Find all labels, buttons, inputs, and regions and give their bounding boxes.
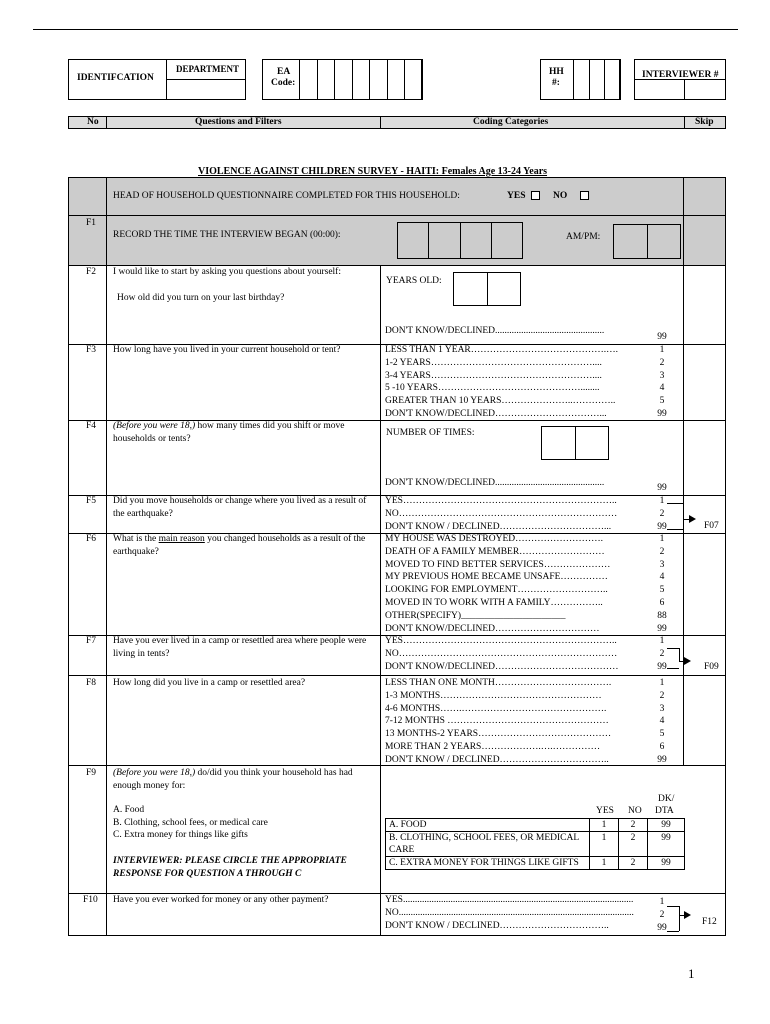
f8-code[interactable]: 99 bbox=[657, 754, 667, 765]
f3-option: GREATER THAN 10 YEARS…………………..………….. bbox=[385, 396, 616, 407]
f9-col-dta: DTA bbox=[655, 806, 674, 816]
f9-row-dk[interactable]: 99 bbox=[648, 832, 685, 857]
f2-years-cells[interactable] bbox=[453, 272, 521, 306]
f5-code[interactable]: 99 bbox=[657, 521, 667, 532]
f1-ampm-cells[interactable] bbox=[613, 224, 681, 259]
f10-option: DON'T KNOW / DECLINED…………………………….. bbox=[385, 920, 609, 931]
f9-row-dk[interactable]: 99 bbox=[648, 857, 685, 870]
f6-option: OTHER(SPECIFY)______________________ bbox=[385, 610, 566, 621]
f10-skip-arrow-top bbox=[667, 906, 679, 907]
f9-item: B. Clothing, school fees, or medical care bbox=[113, 818, 268, 828]
f6-question-post: you changed households as a result of the earthquake? bbox=[113, 534, 366, 557]
f5-question: Did you move households or change where you lived as a result of the earthquake? bbox=[113, 496, 367, 519]
f8-option: MORE THAN 2 YEARS……………….….…………… bbox=[385, 742, 601, 752]
f3-option: 1-2 YEARS…………………………………………….... bbox=[385, 357, 602, 368]
f8-code[interactable]: 3 bbox=[659, 703, 665, 714]
f8-code[interactable]: 2 bbox=[659, 690, 665, 701]
f10-option: NO................................................................................................... bbox=[385, 907, 634, 918]
f6-option: MOVED TO FIND BETTER SERVICES………………… bbox=[385, 559, 611, 570]
f4-dk-option: DON'T KNOW/DECLINED.............................................. bbox=[385, 478, 605, 488]
f10-skip-target[interactable]: F12 bbox=[702, 917, 717, 927]
identification-box bbox=[68, 59, 167, 100]
col-questions: Questions and Filters bbox=[195, 117, 282, 127]
f6-code[interactable]: 88 bbox=[657, 610, 667, 621]
f5-skip-target[interactable]: F07 bbox=[704, 521, 719, 531]
questionnaire-table bbox=[68, 177, 726, 936]
f6-option: MY HOUSE WAS DESTROYED………………………. bbox=[385, 534, 603, 544]
f5-skip-arrow-bottom bbox=[667, 529, 683, 530]
top-rule bbox=[33, 29, 738, 30]
f2-years-label: YEARS OLD: bbox=[386, 276, 442, 286]
f4-dk-code[interactable]: 99 bbox=[657, 483, 667, 493]
f3-code[interactable]: 4 bbox=[659, 383, 665, 394]
f1-ampm-label: AM/PM: bbox=[566, 232, 601, 242]
f6-option: DON'T KNOW/DECLINED…………………………… bbox=[385, 623, 600, 634]
col-no: No bbox=[87, 117, 99, 127]
f7-skip-arrow-vertical bbox=[679, 648, 680, 661]
f6-question bbox=[113, 533, 379, 558]
f6-code[interactable]: 5 bbox=[659, 585, 665, 596]
f5-option: NO…………………………………………………………… bbox=[385, 508, 618, 519]
f7-skip-target[interactable]: F09 bbox=[704, 662, 719, 672]
f10-option: YES................................................................................................. bbox=[385, 895, 634, 905]
code-label: Code: bbox=[271, 78, 296, 88]
f3-option: 5 -10 YEARS………………………………………........ bbox=[385, 383, 600, 394]
f9-row-dk[interactable]: 99 bbox=[648, 819, 685, 832]
f7-question: Have you ever lived in a camp or resettled area where people were living in tents? bbox=[113, 636, 367, 659]
f7-code[interactable]: 99 bbox=[657, 661, 667, 672]
f10-skip-arrow-bottom bbox=[667, 931, 679, 932]
f1-question: RECORD THE TIME THE INTERVIEW BEGAN (00:00): bbox=[113, 230, 341, 240]
f6-question-pre: What is the bbox=[113, 534, 159, 544]
f5-option: DON'T KNOW / DECLINED……………………………... bbox=[385, 521, 612, 532]
department-box bbox=[166, 59, 246, 100]
f3-code[interactable]: 5 bbox=[659, 396, 665, 407]
f9-row-a bbox=[386, 819, 685, 832]
f6-code[interactable]: 2 bbox=[659, 546, 665, 557]
f7-skip-arrow-bottom bbox=[667, 668, 679, 669]
f6-option: DEATH OF A FAMILY MEMBER……………………… bbox=[385, 546, 605, 557]
f7-option: YES………………………………………………………….. bbox=[385, 636, 617, 646]
f1-time-cells[interactable] bbox=[397, 222, 523, 259]
f9-item: A. Food bbox=[113, 805, 145, 815]
f3-code[interactable]: 1 bbox=[659, 345, 665, 355]
f10-code[interactable]: 2 bbox=[659, 909, 665, 920]
f7-number: F7 bbox=[86, 636, 97, 646]
f8-code[interactable]: 4 bbox=[659, 716, 665, 727]
f2-dk-code[interactable]: 99 bbox=[657, 332, 667, 342]
f4-question bbox=[113, 420, 373, 445]
f3-option: 3-4 YEARS…………………………………………….... bbox=[385, 370, 602, 381]
hh-cells[interactable] bbox=[573, 59, 621, 100]
f1-number: F1 bbox=[86, 218, 97, 228]
ea-code-cells[interactable] bbox=[299, 59, 423, 100]
f3-code[interactable]: 3 bbox=[659, 370, 665, 381]
column-header-bar bbox=[68, 116, 726, 129]
f9-interviewer-instruction: INTERVIEWER: PLEASE CIRCLE THE APPROPRIATE RESPONSE FOR QUESTION A THROUGH C bbox=[113, 856, 347, 879]
f6-code[interactable]: 6 bbox=[659, 598, 665, 608]
f8-option: 1-3 MONTHS…………………………………………… bbox=[385, 690, 602, 701]
f3-code[interactable]: 2 bbox=[659, 357, 665, 368]
f9-col-dk: DK/ bbox=[658, 794, 675, 804]
identification-label: IDENTIFCATION bbox=[77, 73, 154, 83]
f10-code[interactable]: 1 bbox=[659, 897, 665, 907]
f5-code[interactable]: 1 bbox=[659, 496, 665, 506]
f5-skip-arrow-vertical bbox=[683, 503, 684, 519]
f5-skip-arrow-top bbox=[667, 503, 683, 504]
f4-times-cells[interactable] bbox=[541, 426, 609, 460]
f9-row-no[interactable]: 2 bbox=[619, 832, 648, 857]
interviewer-label: INTERVIEWER # bbox=[642, 70, 719, 80]
f5-option: YES………………………………………………………….. bbox=[385, 496, 617, 506]
f3-code[interactable]: 99 bbox=[657, 409, 667, 419]
f6-code[interactable]: 4 bbox=[659, 572, 665, 583]
hh-label: HH bbox=[549, 67, 564, 77]
f7-code[interactable]: 1 bbox=[659, 636, 665, 646]
hoh-yes-label: YES bbox=[507, 191, 526, 201]
f6-number: F6 bbox=[86, 534, 97, 544]
hoh-text: HEAD OF HOUSEHOLD QUESTIONNAIRE COMPLETED FOR THIS HOUSEHOLD: bbox=[113, 191, 460, 201]
f9-row-label: C. EXTRA MONEY FOR THINGS LIKE GIFTS bbox=[386, 857, 590, 870]
f9-row-yes[interactable]: 1 bbox=[590, 819, 619, 832]
f6-option: MOVED IN TO WORK WITH A FAMILY…………….. bbox=[385, 598, 603, 608]
f4-times-label: NUMBER OF TIMES: bbox=[386, 428, 475, 438]
f5-number: F5 bbox=[86, 496, 97, 506]
ea-label: EA bbox=[277, 67, 291, 77]
interviewer-box bbox=[634, 59, 726, 100]
f6-option: MY PREVIOUS HOME BECAME UNSAFE…………… bbox=[385, 572, 608, 583]
f6-code[interactable]: 1 bbox=[659, 534, 665, 544]
col-skip: Skip bbox=[695, 117, 714, 127]
f2-dk-option: DON'T KNOW/DECLINED.............................................. bbox=[385, 326, 605, 336]
f10-skip-arrow-icon bbox=[684, 911, 691, 919]
f8-option: DON'T KNOW / DECLINED…………………………….. bbox=[385, 754, 609, 765]
f9-col-no: NO bbox=[628, 806, 642, 816]
f8-code[interactable]: 1 bbox=[659, 678, 665, 688]
f10-code[interactable]: 99 bbox=[657, 922, 667, 933]
f9-item: C. Extra money for things like gifts bbox=[113, 830, 248, 840]
f8-question: How long did you live in a camp or resettled area? bbox=[113, 678, 306, 688]
f2-number: F2 bbox=[86, 267, 97, 277]
col-coding: Coding Categories bbox=[473, 117, 549, 127]
f9-row-b bbox=[386, 832, 685, 857]
f6-question-underlined: main reason bbox=[158, 534, 205, 544]
f10-question: Have you ever worked for money or any other payment? bbox=[113, 895, 329, 905]
f7-option: NO…………………………………………………………… bbox=[385, 648, 618, 659]
f4-question-italic: (Before you were 18,) bbox=[113, 421, 196, 431]
f5-code[interactable]: 2 bbox=[659, 508, 665, 519]
f7-code[interactable]: 2 bbox=[659, 648, 665, 659]
f3-option: LESS THAN 1 YEAR…………………………………….…. bbox=[385, 345, 619, 355]
f3-question: How long have you lived in your current household or tent? bbox=[113, 345, 341, 355]
f3-number: F3 bbox=[86, 345, 97, 355]
f9-row-label: B. CLOTHING, SCHOOL FEES, OR MEDICAL CARE bbox=[386, 832, 590, 857]
f9-row-no[interactable]: 2 bbox=[619, 857, 648, 870]
f8-number: F8 bbox=[86, 678, 97, 688]
f2-question-intro: I would like to start by asking you questions about yourself: bbox=[113, 267, 341, 277]
f4-number: F4 bbox=[86, 421, 97, 431]
f8-option: LESS THAN ONE MONTH………………………………. bbox=[385, 678, 612, 688]
f9-question-text: do/did you think your household has had enough money for: bbox=[113, 768, 353, 791]
survey-title: VIOLENCE AGAINST CHILDREN SURVEY - HAITI: Females Age 13-24 Years bbox=[198, 166, 548, 177]
f6-code[interactable]: 3 bbox=[659, 559, 665, 570]
f9-response-table bbox=[385, 818, 685, 870]
f10-number: F10 bbox=[83, 895, 98, 905]
f5-skip-arrow-icon bbox=[689, 515, 696, 523]
f8-code[interactable]: 6 bbox=[659, 742, 665, 752]
hh-num-label: #: bbox=[552, 78, 560, 88]
f8-option: 13 MONTHS-2 YEARS…………………………………… bbox=[385, 729, 612, 740]
f6-code[interactable]: 99 bbox=[657, 623, 667, 634]
f6-option: LOOKING FOR EMPLOYMENT……………………….. bbox=[385, 585, 608, 596]
hh-box bbox=[540, 59, 620, 100]
f9-row-c bbox=[386, 857, 685, 870]
ea-code-box bbox=[262, 59, 422, 100]
page-number: 1 bbox=[688, 966, 695, 981]
f8-option: 4-6 MONTHS…….………………………………………. bbox=[385, 703, 607, 714]
hoh-no-checkbox[interactable] bbox=[580, 191, 589, 200]
f9-row-yes[interactable]: 1 bbox=[590, 832, 619, 857]
f7-skip-arrow-icon bbox=[684, 657, 691, 665]
f9-row-yes[interactable]: 1 bbox=[590, 857, 619, 870]
department-label: DEPARTMENT bbox=[176, 64, 240, 74]
f9-row-no[interactable]: 2 bbox=[619, 819, 648, 832]
f9-question-italic: (Before you were 18,) bbox=[113, 768, 196, 778]
f8-code[interactable]: 5 bbox=[659, 729, 665, 740]
f10-skip-arrow-vertical bbox=[679, 906, 680, 931]
f7-option: DON'T KNOW/DECLINED………………………………… bbox=[385, 661, 619, 672]
hoh-yes-checkbox[interactable] bbox=[531, 191, 540, 200]
f9-question bbox=[113, 767, 375, 792]
f2-question: How old did you turn on your last birthday? bbox=[117, 293, 285, 303]
f3-option: DON'T KNOW/DECLINED……………………………... bbox=[385, 409, 607, 419]
f8-option: 7-12 MONTHS …………………………………………… bbox=[385, 716, 609, 727]
f7-skip-arrow-top bbox=[667, 648, 679, 649]
f9-row-label: A. FOOD bbox=[386, 819, 590, 832]
f9-number: F9 bbox=[86, 768, 97, 778]
f9-col-yes: YES bbox=[596, 806, 614, 816]
f4-question-text: how many times did you shift or move households or tents? bbox=[113, 421, 345, 444]
hoh-no-label: NO bbox=[553, 191, 568, 201]
